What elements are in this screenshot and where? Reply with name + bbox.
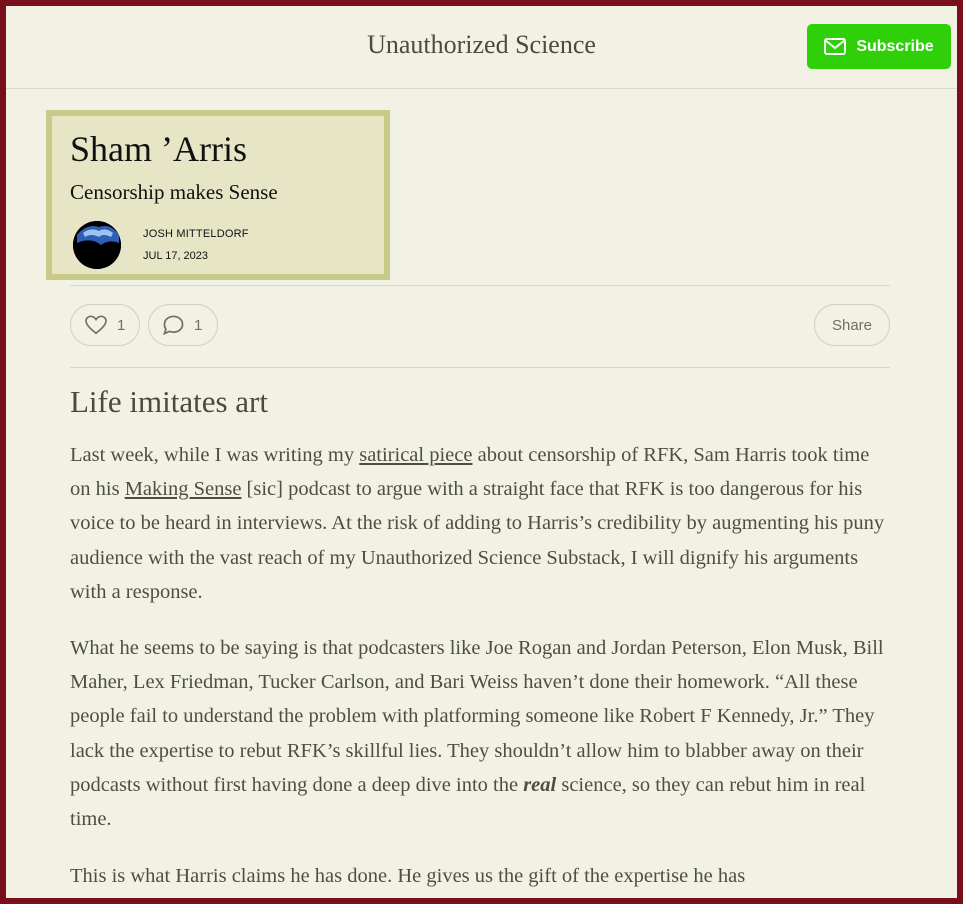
subscribe-button[interactable] — [807, 24, 951, 69]
post-header — [46, 110, 390, 280]
article-paragraph — [70, 631, 892, 836]
comment-count: 1 — [194, 316, 203, 334]
avatar[interactable] — [73, 221, 121, 269]
publication-title[interactable]: Unauthorized Science — [367, 30, 596, 59]
section-heading: Life imitates art — [70, 384, 268, 419]
like-count: 1 — [117, 316, 126, 334]
article-paragraph — [70, 438, 892, 609]
like-button[interactable] — [70, 304, 140, 346]
share-button[interactable] — [814, 304, 890, 346]
top-bar — [6, 6, 957, 89]
post-subtitle: Censorship makes Sense — [70, 180, 278, 204]
post-date: JUL 17, 2023 — [143, 250, 209, 262]
paragraph-text: What he seems to be saying is that podcasters like Joe Rogan and Jordan Peterson, Elon Musk, Bill Maher, Lex Friedman, Tucker Carlson, and Bari Weiss haven’t done their homework. “All these people fail to understand the problem with platforming someone like Robert F Kennedy, Jr.” They lack the expertise to rebut RFK’s skillful lies. They shouldn’t allow him to blabber away on their podcasts without first having done a deep dive into the — [70, 637, 884, 796]
author-name[interactable]: JOSH MITTELDORF — [143, 228, 249, 240]
post-title: Sham ’Arris — [70, 129, 247, 169]
share-label: Share — [831, 316, 873, 334]
paragraph-text: [sic] podcast to argue with a straight face that RFK is too dangerous for his voice to be heard in interviews. At the risk of adding to Harris’s credibility by augmenting his puny audience with the vast reach of my Unauthorized Science Substack, I will dignify his arguments with a response. — [70, 478, 885, 603]
divider — [70, 285, 890, 286]
paragraph-text: about censorship of RFK, Sam Harris took time on his — [70, 444, 870, 501]
emphasis-text: real — [523, 773, 557, 796]
comment-icon — [163, 315, 184, 335]
article-paragraph: This is what Harris claims he has done. He gives us the gift of the expertise he has — [70, 865, 746, 887]
divider — [70, 367, 890, 368]
satirical-piece-link[interactable]: satirical piece — [359, 444, 473, 466]
paragraph-text: science, so they can rebut him in real time. — [70, 773, 866, 831]
mail-icon — [824, 38, 846, 55]
avatar-image-icon — [73, 221, 121, 269]
subscribe-label: Subscribe — [856, 37, 934, 55]
heart-icon — [85, 315, 107, 335]
comment-button[interactable] — [148, 304, 218, 346]
paragraph-text: Last week, while I was writing my — [70, 444, 360, 466]
making-sense-link[interactable]: Making Sense — [124, 478, 242, 501]
